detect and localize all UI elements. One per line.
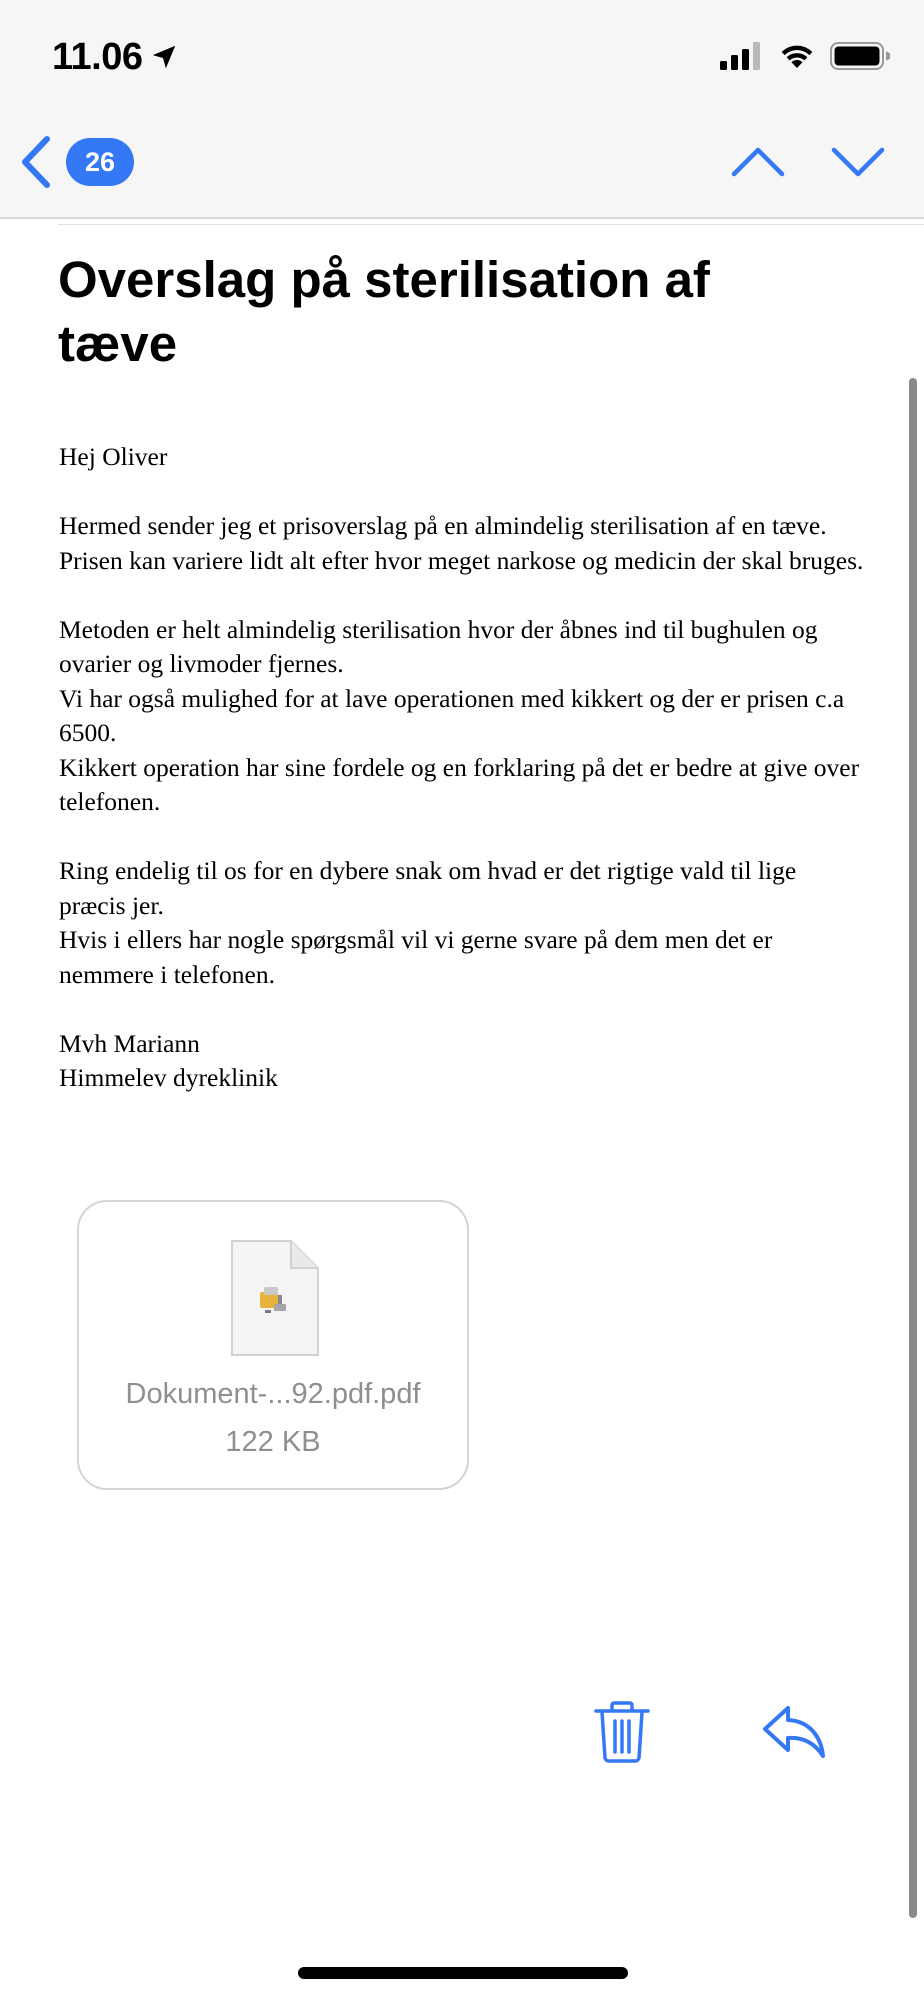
back-button[interactable] (18, 134, 134, 190)
attachment-filename: Dokument-...92.pdf.pdf (125, 1378, 421, 1410)
trash-button[interactable] (592, 1700, 652, 1764)
email-body (59, 440, 869, 1096)
home-indicator[interactable] (298, 1967, 628, 1979)
signature-block (59, 1027, 869, 1096)
body-line: Vi har også mulighed for at lave operationen med kikkert og der er prisen c.a 6500. (59, 683, 845, 747)
body-line: Ring endelig til os for en dybere snak om hvad er det rigtige vald til lige præcis jer. (59, 856, 797, 920)
attachment-size: 122 KB (225, 1426, 321, 1458)
status-bar (0, 0, 924, 112)
unread-count-badge: 26 (66, 138, 134, 186)
body-line: Kikkert operation har sine fordele og en forklaring på det er bedre at give over telefonen. (59, 752, 860, 816)
previous-message-button[interactable] (730, 138, 786, 186)
scroll-indicator[interactable] (909, 378, 917, 1918)
wifi-icon (778, 42, 816, 70)
body-line: Hvis i ellers har nogle spørgsmål vil vi gerne svare på dem men det er nemmere i telefonen. (59, 925, 773, 989)
body-line: Metoden er helt almindelig sterilisation hvor der åbnes ind til bughulen og ovarier og livmoder fjernes. (59, 614, 818, 678)
sender-organization: Himmelev dyreklinik (59, 1063, 278, 1092)
navigation-bar (0, 112, 924, 216)
body-paragraph (59, 509, 869, 578)
attachment-card[interactable] (77, 1200, 469, 1490)
next-message-button[interactable] (830, 138, 886, 186)
status-indicators (720, 38, 890, 74)
header-divider (58, 224, 924, 225)
reply-button[interactable] (762, 1704, 826, 1760)
status-time: 11.06 (52, 35, 143, 78)
body-line: Hermed sender jeg et prisoverslag på en almindelig sterilisation af en tæve. (59, 511, 827, 540)
battery-icon (830, 42, 890, 70)
greeting: Hej Oliver (59, 442, 168, 471)
email-subject: Overslag på sterilisation af tæve (58, 251, 710, 372)
top-bar (0, 0, 924, 219)
status-time-group (52, 30, 179, 84)
chevron-left-icon (18, 134, 54, 190)
cellular-signal-icon (720, 42, 764, 70)
document-file-icon (229, 1238, 321, 1358)
sign-off: Mvh Mariann (59, 1028, 200, 1058)
location-arrow-icon (149, 42, 179, 72)
body-paragraph (59, 854, 869, 992)
body-line: Prisen kan variere lidt alt efter hvor meget narkose og medicin der skal bruges. (59, 545, 864, 575)
body-paragraph (59, 613, 869, 820)
